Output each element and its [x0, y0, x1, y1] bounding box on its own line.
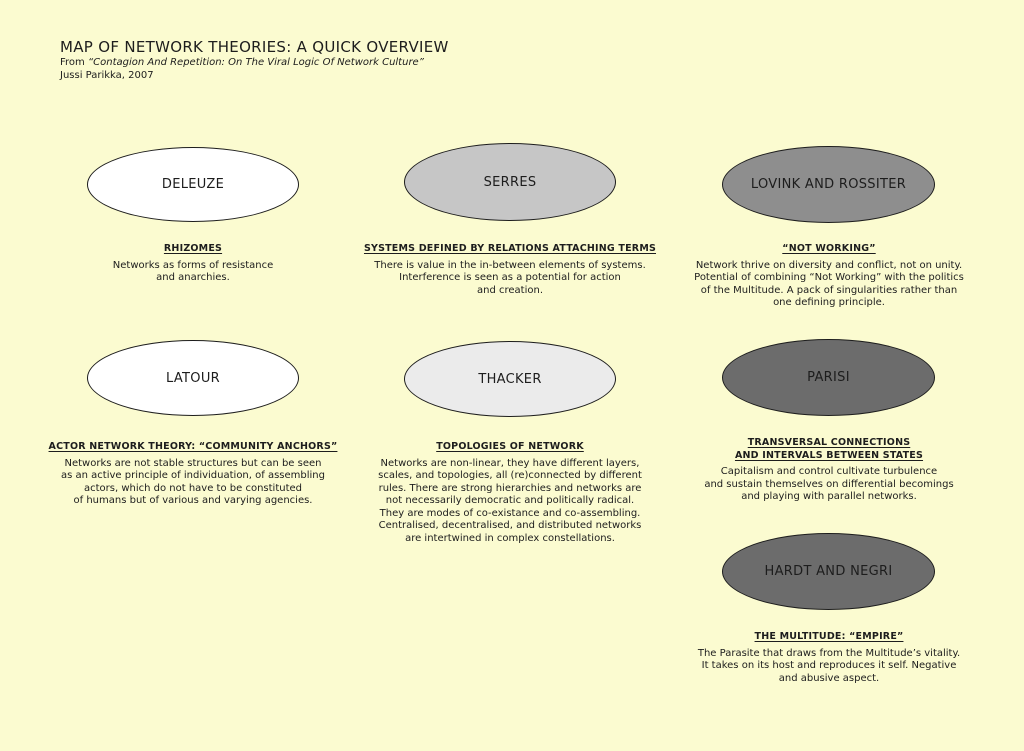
theory-block-serres: [362, 243, 658, 297]
source-title: “Contagion And Repetition: On The Viral Logic Of Network Culture”: [87, 57, 424, 68]
theory-heading: TOPOLOGIES OF NETWORK: [436, 441, 584, 452]
header: [60, 38, 449, 82]
theory-heading: TRANSVERSAL CONNECTIONS AND INTERVALS BETWEEN STATES: [734, 437, 924, 461]
theory-heading: “NOT WORKING”: [782, 243, 876, 254]
theory-name: THACKER: [478, 371, 542, 387]
source-line: [60, 56, 449, 69]
theory-name: SERRES: [483, 174, 537, 190]
from-prefix: From: [60, 57, 88, 68]
theory-heading: RHIZOMES: [163, 243, 223, 254]
theory-heading: THE MULTITUDE: “EMPIRE”: [754, 631, 904, 642]
theory-name: HARDT AND NEGRI: [764, 564, 893, 579]
theory-text: Capitalism and control cultivate turbulence and sustain themselves on differential becomings and playing with parallel networks.: [704, 466, 954, 502]
theory-heading: ACTOR NETWORK THEORY: “COMMUNITY ANCHORS”: [48, 441, 338, 452]
theory-text: There is value in the in-between elements of systems. Interference is seen as a potential for action and creation.: [374, 259, 646, 296]
theory-text: Networks are non-linear, they have different layers, scales, and topologies, all (re)connected by different rules. There are strong hierarchies and networks are not necessarily democratic and politically radical. They are modes of co-existance and co-assembling. Centralised, decentralised, and distributed networks are intertwined in complex constellations.: [378, 457, 642, 544]
theory-node-deleuze: [87, 147, 299, 222]
theory-text: The Parasite that draws from the Multitude’s vitality. It takes on its host and reproduces it self. Negative and abusive aspect.: [697, 647, 961, 684]
theory-name: PARISI: [807, 370, 850, 385]
author-line: Jussi Parikka, 2007: [60, 70, 154, 81]
theory-block-deleuze: [83, 243, 303, 285]
theory-block-parisi: [675, 437, 983, 504]
theory-text: Networks are not stable structures but can be seen as an active principle of individuation, of assembling actors, which do not have to be constituted of humans but of various and varying agencies.: [61, 457, 325, 506]
theory-node-serres: [404, 143, 616, 221]
theory-text: Network thrive on diversity and conflict, not on unity. Potential of combining “Not Working” with the politics of the Multitude. A pack of singularities rather than one defining principle.: [694, 259, 964, 308]
theory-node-hardt-and-negri: [722, 533, 935, 610]
theory-heading: SYSTEMS DEFINED BY RELATIONS ATTACHING TERMS: [363, 243, 657, 254]
theory-block-thacker: [360, 441, 660, 545]
theory-block-latour: [46, 441, 340, 508]
theory-node-lovink-and-rossiter: [722, 146, 935, 223]
theory-name: LATOUR: [166, 370, 220, 386]
theory-name: DELEUZE: [161, 177, 225, 192]
theory-node-parisi: [722, 339, 935, 416]
theory-block-hardt-and-negri: [675, 631, 983, 685]
page-title: MAP OF NETWORK THEORIES: A QUICK OVERVIEW: [60, 38, 449, 56]
theory-node-latour: [87, 340, 299, 416]
theory-block-lovink-and-rossiter: [675, 243, 983, 310]
theory-text: Networks as forms of resistance and anarchies.: [112, 259, 274, 283]
theory-node-thacker: [404, 341, 616, 417]
theory-name: LOVINK AND ROSSITER: [750, 177, 907, 192]
